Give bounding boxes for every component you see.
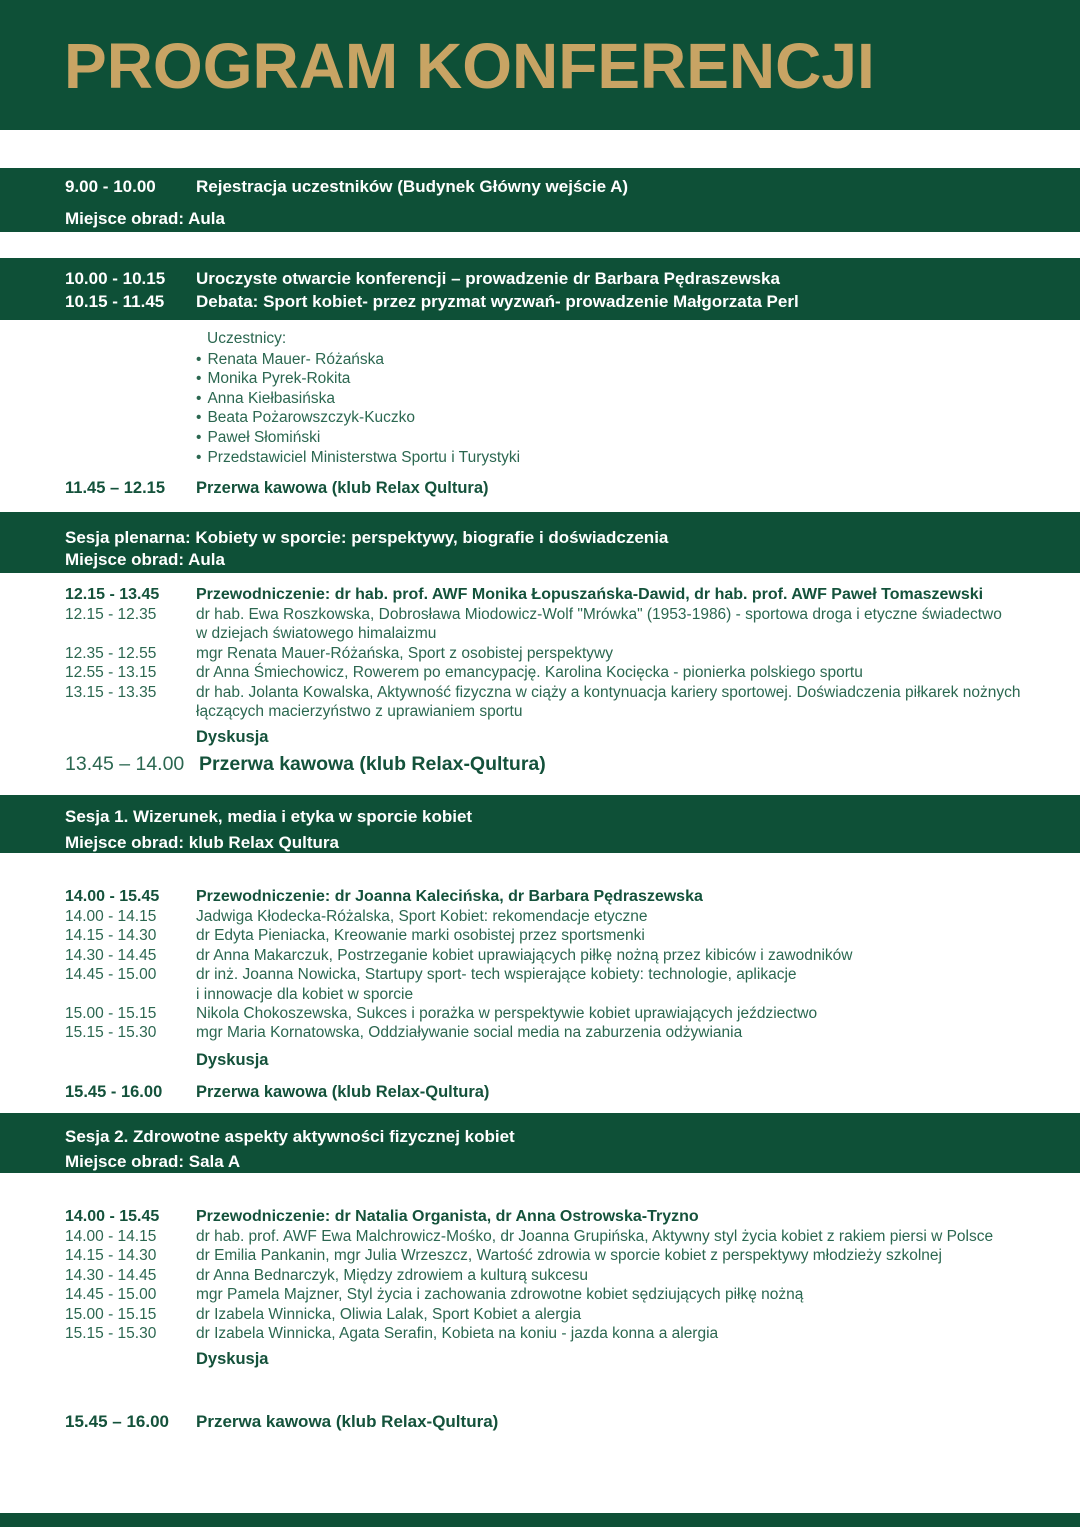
list-item [196, 408, 520, 428]
talk-line: dr hab. Ewa Roszkowska, Dobrosława Miodowicz-Wolf "Mrówka" (1953-1986) - sportowa droga i etyczne świadectwo [196, 606, 1002, 623]
talk-row [65, 605, 1055, 644]
talk-row [65, 1023, 1055, 1042]
time-range: 14.15 - 14.30 [65, 927, 157, 945]
list-item [196, 369, 520, 389]
registration-label: Rejestracja uczestników (Budynek Główny wejście A) [196, 177, 629, 196]
participants-heading: Uczestnicy: [207, 330, 287, 347]
time-range: 14.45 - 15.00 [65, 966, 157, 984]
bullet-icon: • [196, 428, 202, 446]
list-item [196, 428, 520, 448]
time-range: 15.00 - 15.15 [65, 1305, 157, 1323]
talk-title [196, 605, 1055, 644]
bullet-icon: • [196, 370, 202, 388]
talk-row [65, 683, 1055, 722]
time-range: 15.00 - 15.15 [65, 1005, 157, 1023]
talk-row [65, 1305, 1055, 1324]
time-range: 10.00 - 10.15 [65, 269, 166, 288]
time-range: 12.15 - 13.45 [65, 586, 160, 603]
discussion-label: Dyskusja [196, 1051, 269, 1069]
time-range: 14.15 - 14.30 [65, 1247, 157, 1265]
talk-row [65, 946, 1055, 965]
coffee-break-label: Przerwa kawowa (klub Relax-Qultura) [196, 1083, 490, 1101]
talk-title: Nikola Chokoszewska, Sukces i porażka w perspektywie kobiet uprawiających jeździectwo [196, 1005, 818, 1023]
bullet-icon: • [196, 389, 202, 407]
talk-title: dr Emilia Pankanin, mgr Julia Wrzeszcz, Wartość zdrowia w sporcie kobiet z perspektywy młodzieży szkolnej [196, 1247, 942, 1265]
talk-row [65, 965, 1055, 1004]
footer-bar [0, 1513, 1080, 1527]
talk-line: dr hab. Jolanta Kowalska, Aktywność fizyczna w ciąży a kontynuacja kariery sportowej. Doświadczenia piłkarek nożnych [196, 683, 1021, 701]
talk-title: dr Izabela Winnicka, Oliwia Lalak, Sport Kobiet a alergia [196, 1305, 582, 1323]
talk-title: mgr Maria Kornatowska, Oddziaływanie social media na zaburzenia odżywiania [196, 1024, 743, 1042]
chair-row [65, 886, 1055, 907]
list-item [196, 350, 520, 370]
page-title: PROGRAM KONFERENCJI [64, 30, 875, 102]
discussion-label: Dyskusja [196, 728, 269, 746]
talk-title: mgr Renata Mauer-Różańska, Sport z osobistej perspektywy [196, 644, 613, 662]
time-range: 14.00 - 15.45 [65, 1208, 160, 1225]
talk-title: dr Anna Śmiechowicz, Rowerem po emancypację. Karolina Kocięcka - pionierka polskiego sportu [196, 664, 863, 682]
participant-name: Anna Kiełbasińska [207, 389, 335, 407]
time-range: 11.45 – 12.15 [65, 479, 166, 497]
venue-label: Miejsce obrad: Aula [65, 209, 225, 228]
coffee-break-label: Przerwa kawowa (klub Relax-Qultura) [199, 753, 546, 775]
bullet-icon: • [196, 350, 202, 368]
chair-label: Przewodniczenie: dr Natalia Organista, dr Anna Ostrowska-Tryzno [196, 1208, 699, 1225]
coffee-break-row [65, 753, 546, 776]
opening-bar [0, 258, 1080, 320]
time-range: 15.15 - 15.30 [65, 1024, 157, 1042]
talk-row [65, 1285, 1055, 1304]
talk-title: dr Edyta Pieniacka, Kreowanie marki osobistej przez sportsmenki [196, 927, 645, 945]
time-range: 15.45 – 16.00 [65, 1412, 169, 1431]
talk-row [65, 1246, 1055, 1265]
registration-bar [0, 168, 1080, 232]
talk-title [196, 965, 1055, 1004]
venue-label: Miejsce obrad: Sala A [65, 1152, 241, 1171]
talk-row [65, 926, 1055, 945]
talk-line: w dziejach światowego himalaizmu [196, 625, 437, 643]
time-range: 10.15 - 11.45 [65, 292, 165, 311]
coffee-break-label: Przerwa kawowa (klub Relax Qultura) [196, 479, 489, 497]
session2-schedule [65, 1206, 1055, 1343]
talk-title [196, 683, 1055, 722]
plenary-session-bar [0, 512, 1080, 573]
registration-row [65, 177, 1080, 197]
coffee-break-row [65, 1412, 498, 1432]
participant-name: Przedstawiciel Ministerstwa Sportu i Turystyki [207, 448, 521, 466]
talk-line: i innowacje dla kobiet w sporcie [196, 985, 414, 1003]
coffee-break-row [65, 479, 489, 498]
time-range: 14.45 - 15.00 [65, 1286, 157, 1304]
venue-label: Miejsce obrad: Aula [65, 549, 225, 569]
time-range: 14.00 - 14.15 [65, 1228, 157, 1245]
talk-row [65, 1227, 1055, 1246]
time-range: 12.35 - 12.55 [65, 644, 157, 662]
chair-row [65, 1206, 1055, 1227]
talk-row [65, 663, 1055, 682]
talk-line: dr inż. Joanna Nowicka, Startupy sport- tech wspierające kobiety: technologie, aplikacje [196, 966, 797, 984]
debate-label: Debata: Sport kobiet- przez pryzmat wyzwań- prowadzenie Małgorzata Perl [196, 292, 799, 311]
list-item [196, 448, 520, 468]
talk-title: Jadwiga Kłodecka-Różalska, Sport Kobiet: rekomendacje etyczne [196, 908, 648, 925]
time-range: 14.00 - 15.45 [65, 888, 160, 905]
talk-title: dr hab. prof. AWF Ewa Malchrowicz-Mośko, dr Joanna Grupińska, Aktywny styl życia kobiet z rakiem piersi w Polsce [196, 1228, 994, 1245]
chair-label: Przewodniczenie: dr hab. prof. AWF Monika Łopuszańska-Dawid, dr hab. prof. AWF Paweł Tomaszewski [196, 586, 984, 603]
talk-title: dr Anna Makarczuk, Postrzeganie kobiet uprawiających piłkę nożną przez kibiców i zawodników [196, 946, 853, 964]
time-range: 14.30 - 14.45 [65, 1266, 157, 1284]
time-range: 12.15 - 12.35 [65, 606, 157, 623]
time-range: 14.30 - 14.45 [65, 946, 157, 964]
session2-bar [0, 1113, 1080, 1173]
page-header [0, 0, 1080, 130]
time-range: 12.55 - 13.15 [65, 664, 157, 682]
venue-label: Miejsce obrad: klub Relax Qultura [65, 833, 339, 852]
session1-schedule [65, 886, 1055, 1043]
talk-title: dr Izabela Winnicka, Agata Serafin, Kobieta na koniu - jazda konna a alergia [196, 1325, 719, 1343]
session-title: Sesja 2. Zdrowotne aspekty aktywności fizycznej kobiet [65, 1127, 515, 1146]
participant-name: Paweł Słomiński [207, 428, 321, 446]
opening-row [65, 267, 1080, 290]
plenary-schedule [65, 584, 1055, 721]
session-title: Sesja plenarna: Kobiety w sporcie: perspektywy, biografie i doświadczenia [65, 528, 669, 547]
session-title: Sesja 1. Wizerunek, media i etyka w sporcie kobiet [65, 807, 473, 826]
talk-title: mgr Pamela Majzner, Styl życia i zachowania zdrowotne kobiet sędziujących piłkę nożną [196, 1286, 804, 1304]
talk-row [65, 1324, 1055, 1343]
talk-line: łączących macierzyństwo z uprawianiem sportu [196, 703, 523, 721]
session1-bar [0, 795, 1080, 853]
time-range: 13.15 - 13.35 [65, 683, 157, 701]
discussion-label: Dyskusja [196, 1350, 269, 1368]
participant-name: Renata Mauer- Różańska [207, 350, 385, 368]
participant-name: Beata Pożarowszczyk-Kuczko [207, 409, 416, 427]
time-range: 14.00 - 14.15 [65, 908, 157, 925]
time-range: 13.45 – 14.00 [65, 753, 185, 775]
coffee-break-row [65, 1083, 489, 1102]
bullet-icon: • [196, 448, 202, 466]
participant-name: Monika Pyrek-Rokita [207, 370, 351, 388]
debate-row [65, 290, 1080, 313]
time-range: 9.00 - 10.00 [65, 177, 156, 196]
talk-row [65, 1266, 1055, 1285]
bullet-icon: • [196, 409, 202, 427]
chair-label: Przewodniczenie: dr Joanna Kalecińska, dr Barbara Pędraszewska [196, 888, 703, 905]
time-range: 15.15 - 15.30 [65, 1325, 157, 1343]
talk-title: dr Anna Bednarczyk, Między zdrowiem a kulturą sukcesu [196, 1266, 588, 1284]
chair-row [65, 584, 1055, 605]
list-item [196, 389, 520, 409]
coffee-break-label: Przerwa kawowa (klub Relax-Qultura) [196, 1412, 499, 1431]
talk-row [65, 907, 1055, 926]
opening-label: Uroczyste otwarcie konferencji – prowadzenie dr Barbara Pędraszewska [196, 269, 780, 288]
participants-list [196, 329, 520, 467]
time-range: 15.45 - 16.00 [65, 1083, 163, 1101]
talk-row [65, 644, 1055, 663]
talk-row [65, 1004, 1055, 1023]
